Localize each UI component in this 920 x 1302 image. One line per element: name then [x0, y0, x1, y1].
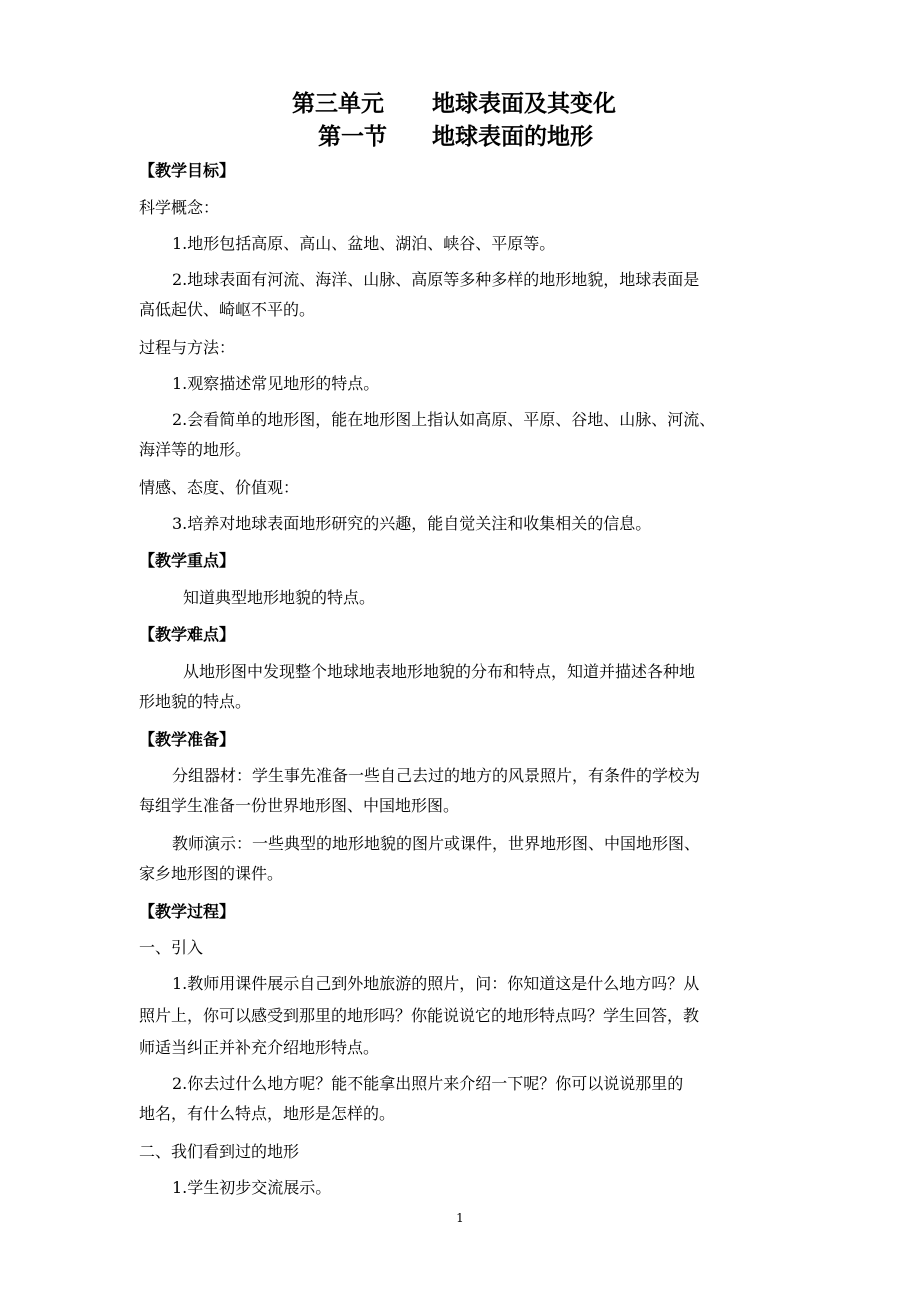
goals-heading: 【教学目标】 [139, 161, 236, 180]
process-heading: 【教学过程】 [139, 902, 236, 921]
science-concept-label: 科学概念： [139, 198, 220, 217]
key-points-heading: 【教学重点】 [139, 551, 236, 570]
process-item-2-line-1: 2.会看简单的地形图，能在地形图上指认如高原、平原、谷地、山脉、河流、 [172, 410, 716, 429]
difficulties-line-1: 从地形图中发现整个地球地表地形地貌的分布和特点，知道并描述各种地 [183, 662, 696, 681]
part-2-item-1: 1.学生初步交流展示。 [172, 1178, 332, 1197]
unit-label: 第三单元 [292, 91, 384, 117]
process-item-2-line-2: 海洋等的地形。 [139, 440, 252, 459]
teacher-demo-line-1: 教师演示：一些典型的地形地貌的图片或课件，世界地形图、中国地形图、 [172, 834, 701, 853]
process-method-label: 过程与方法： [139, 338, 236, 357]
intro-item-2-line-1: 2.你去过什么地方呢？能不能拿出照片来介绍一下呢？你可以说说那里的 [172, 1074, 684, 1093]
difficulties-line-2: 形地貌的特点。 [139, 692, 252, 711]
group-equipment-line-2: 每组学生准备一份世界地形图、中国地形图。 [139, 796, 460, 815]
concept-item-2-line-1: 2.地球表面有河流、海洋、山脉、高原等多种多样的地形地貌，地球表面是 [172, 270, 700, 289]
key-points-text: 知道典型地形地貌的特点。 [183, 588, 376, 607]
unit-name: 地球表面及其变化 [432, 91, 616, 117]
section-label: 第一节 [318, 124, 387, 150]
intro-item-1-line-3: 师适当纠正并补充介绍地形特点。 [139, 1038, 380, 1057]
group-equipment-line-1: 分组器材：学生事先准备一些自己去过的地方的风景照片，有条件的学校为 [172, 766, 701, 785]
concept-item-2-line-2: 高低起伏、崎岖不平的。 [139, 300, 316, 319]
part-2-label: 二、我们看到过的地形 [139, 1142, 300, 1161]
concept-item-1: 1.地形包括高原、高山、盆地、湖泊、峡谷、平原等。 [172, 234, 556, 253]
attitude-item-3: 3.培养对地球表面地形研究的兴趣，能自觉关注和收集相关的信息。 [172, 514, 652, 533]
intro-item-1-line-1: 1.教师用课件展示自己到外地旅游的照片，问：你知道这是什么地方吗？从 [172, 974, 700, 993]
teacher-demo-line-2: 家乡地形图的课件。 [139, 864, 284, 883]
process-item-1: 1.观察描述常见地形的特点。 [172, 374, 380, 393]
part-1-label: 一、引入 [139, 938, 204, 957]
difficulties-heading: 【教学难点】 [139, 625, 236, 644]
preparation-heading: 【教学准备】 [139, 730, 236, 749]
intro-item-1-line-2: 照片上，你可以感受到那里的地形吗？你能说说它的地形特点吗？学生回答，教 [139, 1006, 700, 1025]
attitude-label: 情感、态度、价值观： [139, 478, 300, 497]
section-name: 地球表面的地形 [432, 124, 593, 150]
intro-item-2-line-2: 地名，有什么特点，地形是怎样的。 [139, 1104, 396, 1123]
page-number: 1 [456, 1211, 464, 1225]
